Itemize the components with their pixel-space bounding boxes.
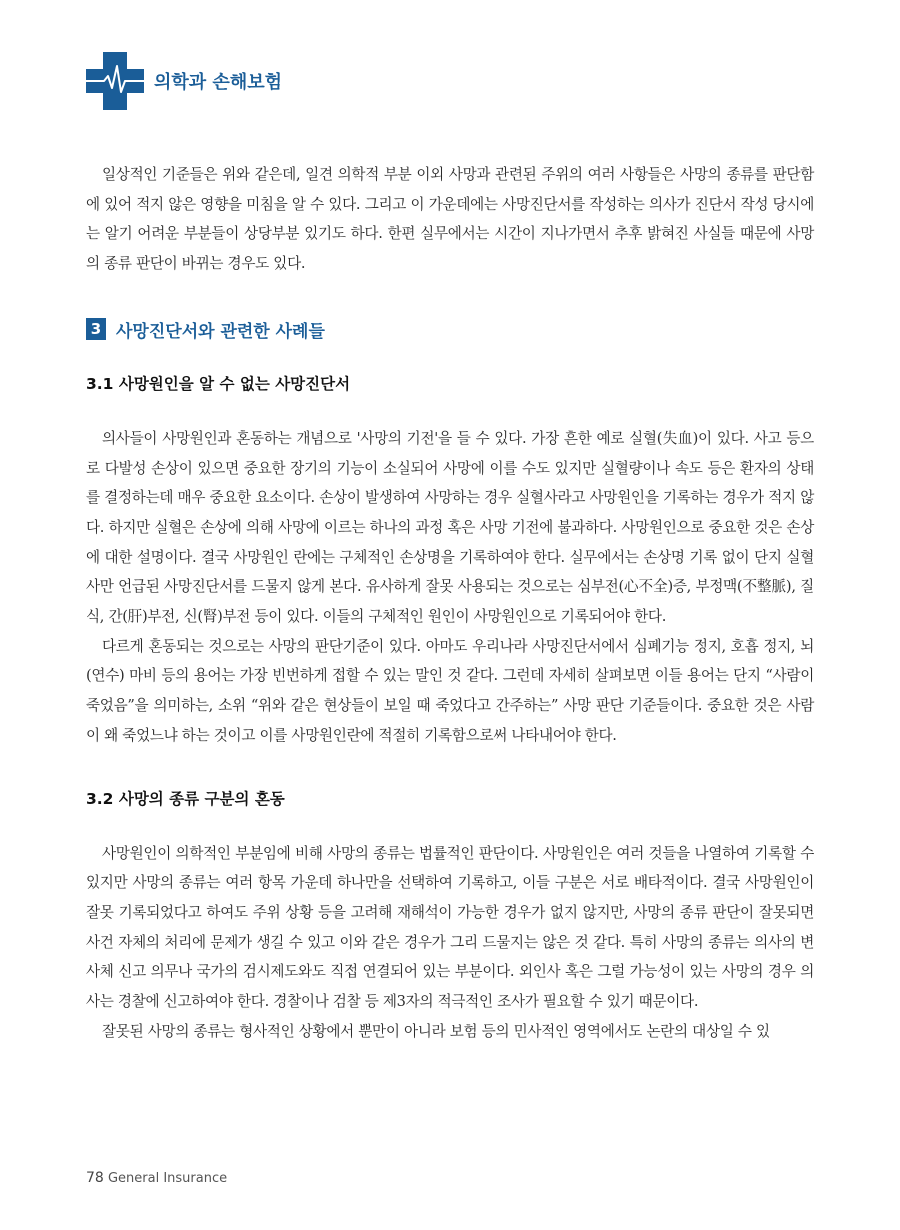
subsection-3-2-paragraph-2: 잘못된 사망의 종류는 형사적인 상황에서 뿐만이 아니라 보험 등의 민사적인 영역에서도 논란의 대상일 수 있 <box>102 1022 770 1040</box>
page-number: 78 <box>86 1170 104 1186</box>
page-header <box>86 52 282 110</box>
medical-cross-pulse-icon <box>86 52 144 110</box>
section-heading <box>86 317 814 342</box>
subsection-heading-3-2: 3.2 사망의 종류 구분의 혼동 <box>86 789 285 808</box>
section-title: 사망진단서와 관련한 사례들 <box>116 321 325 342</box>
header-title: 의학과 손해보험 <box>154 72 282 93</box>
section-number: 3 <box>86 318 106 340</box>
page-footer <box>86 1170 227 1186</box>
subsection-heading-3-1: 3.1 사망원인을 알 수 없는 사망진단서 <box>86 374 351 393</box>
subsection-3-1-paragraph-1: 의사들이 사망원인과 혼동하는 개념으로 '사망의 기전'을 들 수 있다. 가장 흔한 예로 실혈(失血)이 있다. 사고 등으로 다발성 손상이 있으면 중요한 장기의 기능이 소실되어 사망에 이를 수도 있지만 실혈량이나 속도 등은 환자의 상태를 결정하는데 매우 중요한 요소이다. 손상이 발생하여 사망하는 경우 실혈사라고 사망원인을 기록하는 경우가 적지 않다. 하지만 실혈은 손상에 의해 사망에 이르는 하나의 과정 혹은 사망 기전에 불과하다. 사망원인으로 중요한 것은 손상에 대한 설명이다. 결국 사망원인 란에는 구체적인 손상명을 기록하여야 한다. 실무에서는 손상명 기록 없이 단지 실혈사만 언급된 사망진단서를 드물지 않게 본다. 유사하게 잘못 사용되는 것으로는 심부전(心不全)증, 부정맥(不整脈), 질식, 간(肝)부전, 신(腎)부전 등이 있다. 이들의 구체적인 원인이 사망원인으로 기록되어야 한다. <box>86 429 814 626</box>
subsection-3-1-paragraph-2: 다르게 혼동되는 것으로는 사망의 판단기준이 있다. 아마도 우리나라 사망진단서에서 심폐기능 정지, 호흡 정지, 뇌 (연수) 마비 등의 용어는 가장 빈번하게 접할 수 있는 말인 것 같다. 그런데 자세히 살펴보면 이들 용어는 단지 “사람이 죽었음”을 의미하는, 소위 “위와 같은 현상들이 보일 때 죽었다고 간주하는” 사망 판단 기준들이다. 중요한 것은 사람이 왜 죽었느냐 하는 것이고 이를 사망원인란에 적절히 기록함으로써 나타내어야 한다. <box>86 637 814 744</box>
publication-name: General Insurance <box>107 1171 228 1186</box>
page-content <box>86 160 814 1046</box>
subsection-3-2-paragraph-1: 사망원인이 의학적인 부분임에 비해 사망의 종류는 법률적인 판단이다. 사망원인은 여러 것들을 나열하여 기록할 수 있지만 사망의 종류는 여러 항목 가운데 하나만을 선택하여 기록하고, 이들 구분은 서로 배타적이다. 결국 사망원인이 잘못 기록되었다고 하여도 주위 상황 등을 고려해 재해석이 가능한 경우가 없지 않지만, 사망의 종류 판단이 잘못되면 사건 자체의 처리에 문제가 생길 수 있고 이와 같은 경우가 그리 드물지는 않은 것 같다. 특히 사망의 종류는 의사의 변사체 신고 의무나 국가의 검시제도와도 직접 연결되어 있는 부분이다. 외인사 혹은 그럴 가능성이 있는 사망의 경우 의사는 경찰에 신고하여야 한다. 경찰이나 검찰 등 제3자의 적극적인 조사가 필요할 수 있기 때문이다. <box>86 844 814 1011</box>
intro-paragraph: 일상적인 기준들은 위와 같은데, 일견 의학적 부분 이외 사망과 관련된 주위의 여러 사항들은 사망의 종류를 판단함에 있어 적지 않은 영향을 미침을 알 수 있다. 그리고 이 가운데에는 사망진단서를 작성하는 의사가 진단서 작성 당시에는 알기 어려운 부분들이 상당부분 있기도 하다. 한편 실무에서는 시간이 지나가면서 추후 밝혀진 사실들 때문에 사망의 종류 판단이 바뀌는 경우도 있다. <box>86 166 814 273</box>
